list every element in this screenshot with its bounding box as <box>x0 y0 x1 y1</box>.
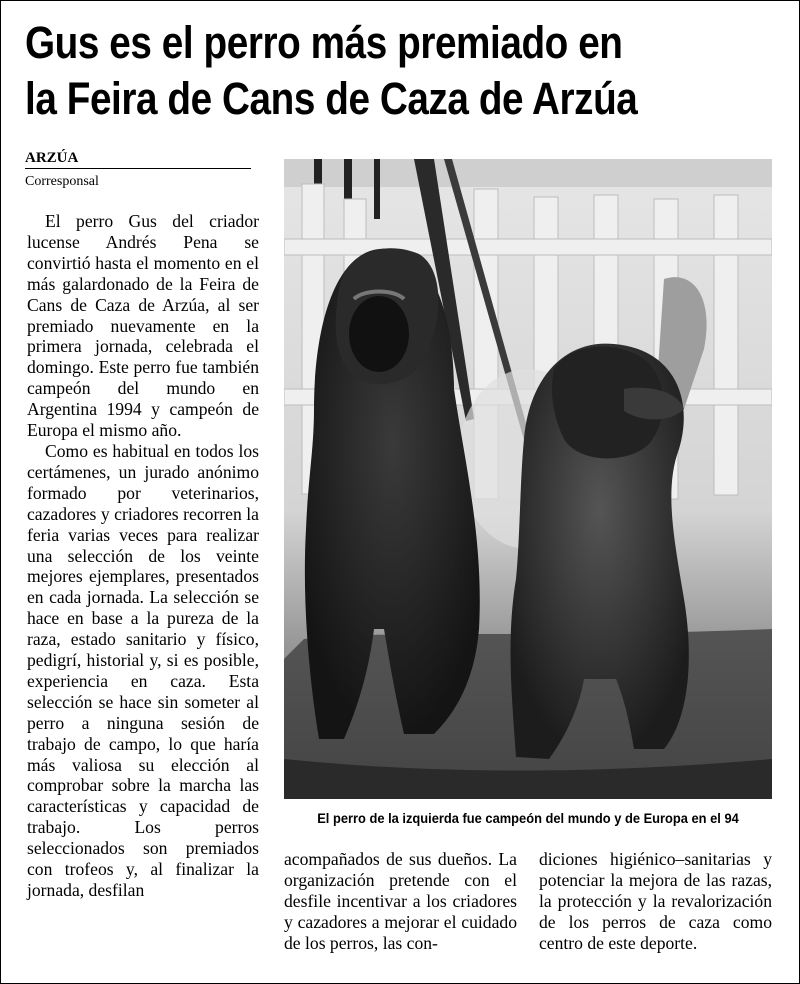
body-column-3 <box>539 849 772 954</box>
dogs-photo <box>284 159 772 799</box>
dateline-place: ARZÚA <box>25 149 251 169</box>
paragraph-4: diciones higiénico–sanitarias y potenciar la mejora de las razas, la protección y la revalorización de los perros de caza como centro de este deporte. <box>539 849 772 953</box>
paragraph-2: Como es habitual en todos los certámenes, un jurado anónimo formado por veterinarios, cazadores y criadores recorren la feria varias veces para realizar una selección de los veinte mejores ejemplares, presentados en cada jornada. La selección se hace en base a la pureza de la raza, estado sanitario y físico, pedigrí, historial y, si es posible, experiencia en caza. Esta selección se hace sin someter al perro a ninguna sesión de trabajo de campo, lo que haría más valiosa su elección al comprobar sobre la marcha las características y capacidad de trabajo. Los perros seleccionados son premiados con trofeos y, al finalizar la jornada, desfilan <box>27 440 259 900</box>
headline <box>25 15 679 127</box>
dogs-photo-image <box>284 159 772 799</box>
paragraph-3: acompañados de sus dueños. La organización pretende con el desfile incentivar a los criadores y cazadores a mejorar el cuidado de los perros, las con- <box>284 849 517 953</box>
body-column-1 <box>27 211 259 901</box>
headline-line-2: la Feira de Cans de Caza de Arzúa <box>25 73 638 124</box>
photo-caption: El perro de la izquierda fue campeón del mundo y de Europa en el 94 <box>317 810 739 826</box>
headline-line-1: Gus es el perro más premiado en <box>25 17 623 68</box>
byline: Corresponsal <box>25 174 99 189</box>
body-column-2 <box>284 849 517 954</box>
paragraph-1: El perro Gus del criador lucense Andrés Pena se convirtió hasta el momento en el más galardonado de la Feira de Cans de Caza de Arzúa, al ser premiado nuevamente en la primera jornada, celebrada el domingo. Este perro fue también campeón del mundo en Argentina 1994 y campeón de Europa el mismo año. <box>27 211 259 441</box>
